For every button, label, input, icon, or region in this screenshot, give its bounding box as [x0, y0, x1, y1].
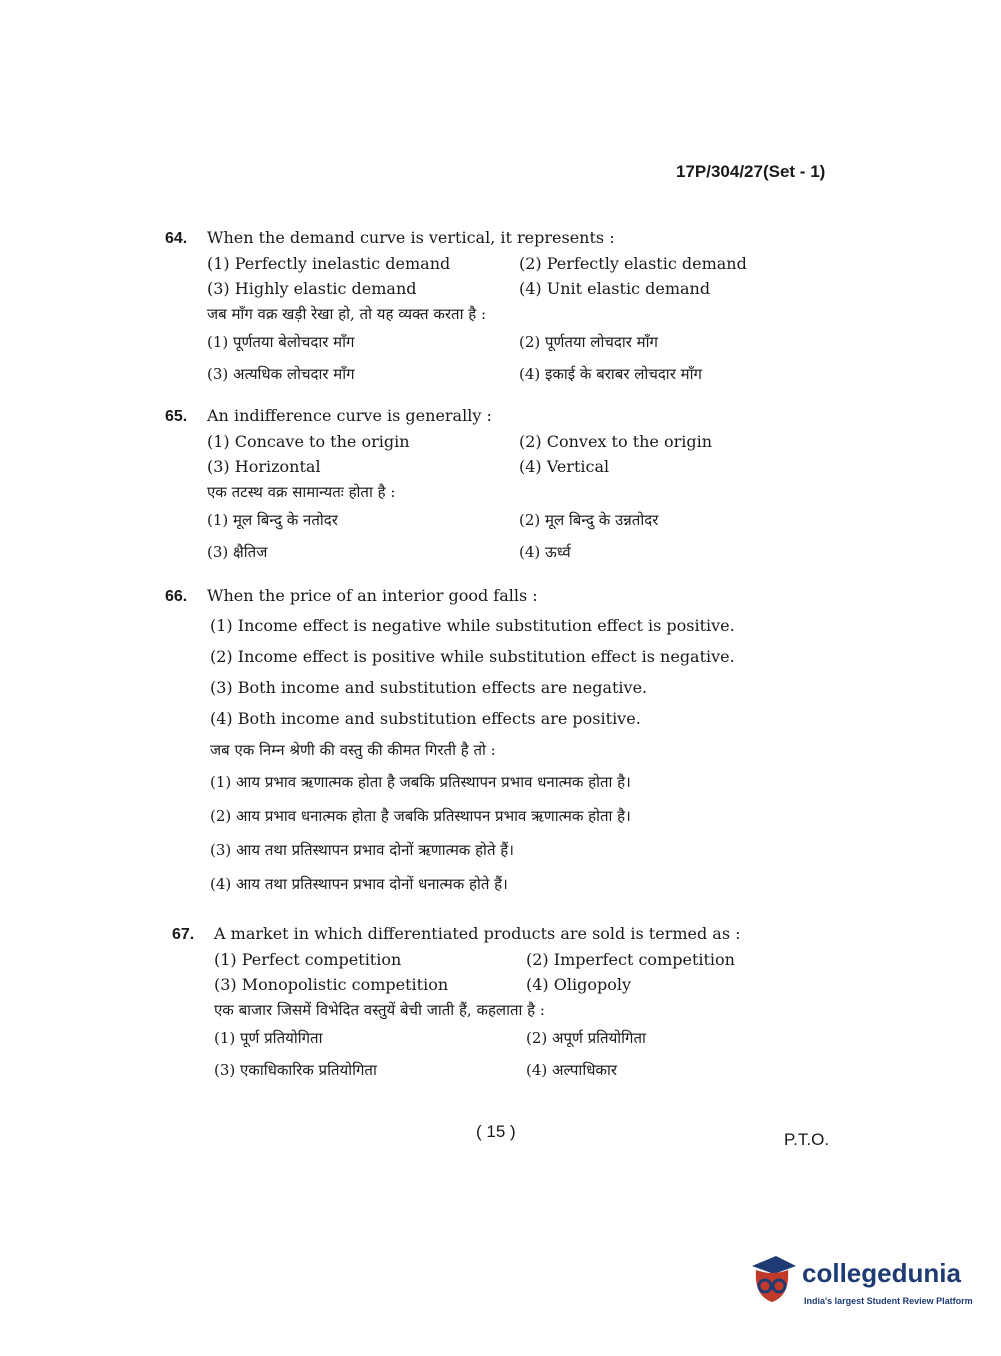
option: (1) Perfectly inelastic demand	[207, 254, 451, 273]
option: (2) अपूर्ण प्रतियोगिता	[526, 1029, 646, 1047]
option: (4) Both income and substitution effects are positive.	[210, 709, 641, 728]
question-64	[165, 228, 785, 390]
collegedunia-watermark	[746, 1252, 971, 1312]
option: (3) आय तथा प्रतिस्थापन प्रभाव दोनों ऋणात्मक होते हैं।	[210, 841, 514, 859]
option: (4) इकाई के बराबर लोचदार माँग	[519, 365, 702, 383]
options-hindi	[207, 332, 785, 384]
option: (4) Oligopoly	[526, 975, 632, 994]
question-text-hindi: एक तटस्थ वक्र सामान्यतः होता है :	[207, 483, 396, 501]
option: (3) क्षैतिज	[207, 543, 268, 561]
option: (1) Income effect is negative while substitution effect is positive.	[210, 616, 735, 635]
brand-tagline: India's largest Student Review Platform	[804, 1296, 973, 1306]
option: (1) पूर्णतया बेलोचदार माँग	[207, 333, 355, 351]
options-hindi	[214, 1028, 792, 1080]
option: (2) Perfectly elastic demand	[519, 254, 747, 273]
option: (2) पूर्णतया लोचदार माँग	[519, 333, 658, 351]
option: (3) अत्यधिक लोचदार माँग	[207, 365, 355, 383]
options-hindi	[210, 772, 785, 908]
option: (1) Perfect competition	[214, 950, 402, 969]
option: (1) पूर्ण प्रतियोगिता	[214, 1029, 323, 1047]
option: (4) Vertical	[519, 457, 610, 476]
question-number: 64.	[165, 230, 188, 247]
brand-name: collegedunia	[802, 1258, 961, 1288]
option: (4) ऊर्ध्व	[519, 543, 571, 561]
option: (2) Income effect is positive while substitution effect is negative.	[210, 647, 735, 666]
option: (1) मूल बिन्दु के नतोदर	[207, 511, 338, 529]
question-text-hindi: जब एक निम्न श्रेणी की वस्तु की कीमत गिरती है तो :	[210, 741, 496, 759]
question-number: 66.	[165, 588, 188, 605]
options-english	[210, 616, 785, 740]
option: (3) एकाधिकारिक प्रतियोगिता	[214, 1061, 377, 1079]
question-text: 65. An indifference curve is generally :	[165, 406, 492, 425]
mascot-icon	[746, 1252, 798, 1308]
question-number: 65.	[165, 408, 188, 425]
question-text: 66. When the price of an interior good falls :	[165, 586, 538, 605]
option: (2) Imperfect competition	[526, 950, 735, 969]
question-text-hindi: जब माँग वक्र खड़ी रेखा हो, तो यह व्यक्त करता है :	[207, 305, 487, 323]
question-65	[165, 406, 785, 568]
option: (4) Unit elastic demand	[519, 279, 711, 298]
option: (2) आय प्रभाव धनात्मक होता है जबकि प्रतिस्थापन प्रभाव ऋणात्मक होता है।	[210, 807, 631, 825]
options-english	[207, 432, 785, 476]
question-text: 67. A market in which differentiated products are sold is termed as :	[172, 924, 741, 943]
page-number: ( 15 )	[476, 1122, 516, 1141]
options-english	[214, 950, 792, 994]
question-66	[165, 586, 785, 908]
question-text-hindi: एक बाजार जिसमें विभेदित वस्तुयें बेची जाती हैं, कहलाता है :	[214, 1001, 545, 1019]
question-text: 64. When the demand curve is vertical, it represents :	[165, 228, 615, 247]
option: (1) Concave to the origin	[207, 432, 410, 451]
question-number: 67.	[172, 926, 195, 943]
option: (2) Convex to the origin	[519, 432, 713, 451]
option: (3) Highly elastic demand	[207, 279, 417, 298]
question-67	[172, 924, 792, 1086]
option: (2) मूल बिन्दु के उन्नतोदर	[519, 511, 659, 529]
option: (4) आय तथा प्रतिस्थापन प्रभाव दोनों धनात्मक होते हैं।	[210, 875, 508, 893]
option: (4) अल्पाधिकार	[526, 1061, 617, 1079]
pto-label: P.T.O.	[784, 1130, 830, 1149]
option: (3) Both income and substitution effects are negative.	[210, 678, 648, 697]
options-english	[207, 254, 785, 298]
option: (3) Horizontal	[207, 457, 321, 476]
paper-code: 17P/304/27(Set - 1)	[676, 162, 826, 181]
option: (1) आय प्रभाव ऋणात्मक होता है जबकि प्रतिस्थापन प्रभाव धनात्मक होता है।	[210, 773, 631, 791]
options-hindi	[207, 510, 785, 562]
option: (3) Monopolistic competition	[214, 975, 449, 994]
